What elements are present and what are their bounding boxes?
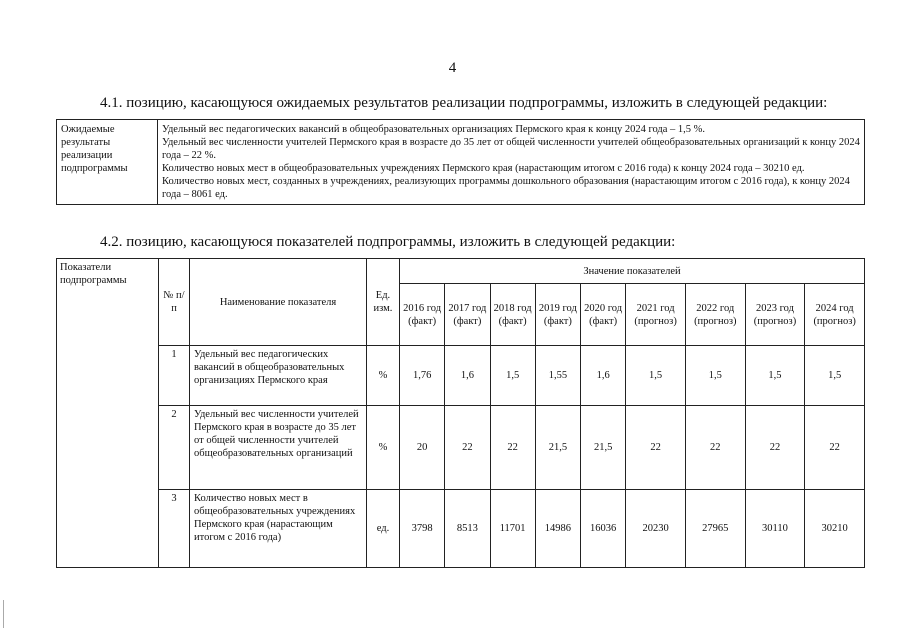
row-value: 22 (685, 406, 745, 490)
header-year: 2016 год (факт) (400, 284, 445, 346)
page-number: 4 (448, 60, 457, 76)
header-year: 2023 год (прогноз) (745, 284, 805, 346)
row-value: 30110 (745, 490, 805, 568)
row-value: 16036 (581, 490, 626, 568)
scan-margin-mark (3, 600, 4, 628)
section-4-1-heading: 4.1. позицию, касающуюся ожидаемых результатов реализации подпрограммы, изложить в следующей редакции: (100, 95, 828, 111)
header-year: 2018 год (факт) (490, 284, 535, 346)
header-year: 2019 год (факт) (535, 284, 580, 346)
row-value: 21,5 (581, 406, 626, 490)
row-value: 20230 (626, 490, 686, 568)
table-row (57, 490, 865, 568)
header-name: Наименование показателя (190, 259, 367, 346)
row-value: 27965 (685, 490, 745, 568)
row-value: 22 (805, 406, 865, 490)
result-line: Удельный вес педагогических вакансий в общеобразовательных организациях Пермского края к концу 2024 года – 1,5 %. (162, 124, 706, 135)
section-4-2-heading: 4.2. позицию, касающуюся показателей подпрограммы, изложить в следующей редакции: (100, 234, 676, 250)
expected-results-row (57, 120, 865, 205)
header-values-group: Значение показателей (400, 259, 865, 284)
row-value: 22 (490, 406, 535, 490)
row-value: 1,5 (626, 346, 686, 406)
row-value: 1,5 (745, 346, 805, 406)
indicators-label: Показатели подпрограммы (57, 259, 159, 568)
row-value: 1,5 (490, 346, 535, 406)
table-row (57, 406, 865, 490)
header-num: № п/п (159, 259, 190, 346)
result-line: Количество новых мест в общеобразовательных учреждениях Пермского края (нарастающим итогом с 2016 года) к концу 2024 года – 30210 ед. (162, 163, 805, 174)
row-unit: ед. (367, 490, 400, 568)
row-value: 22 (626, 406, 686, 490)
row-value: 22 (445, 406, 490, 490)
result-line: Удельный вес численности учителей Пермского края в возрасте до 35 лет от общей численности учителей общеобразовательных организаций к концу 2024 года – 22 %. (162, 137, 860, 161)
row-value: 1,55 (535, 346, 580, 406)
expected-results-table (56, 119, 865, 205)
expected-results-label: Ожидаемые результаты реализации подпрограммы (57, 120, 158, 205)
header-year: 2021 год (прогноз) (626, 284, 686, 346)
row-value: 21,5 (535, 406, 580, 490)
row-value: 8513 (445, 490, 490, 568)
indicators-group-header-row (57, 259, 865, 284)
indicators-table (56, 258, 865, 568)
row-value: 14986 (535, 490, 580, 568)
header-year: 2024 год (прогноз) (805, 284, 865, 346)
row-value: 1,76 (400, 346, 445, 406)
row-value: 1,6 (445, 346, 490, 406)
row-name: Удельный вес численности учителей Пермского края в возрасте до 35 лет от общей численности учителей общеобразовательных организаций (190, 406, 367, 490)
row-value: 11701 (490, 490, 535, 568)
row-num: 1 (159, 346, 190, 406)
row-unit: % (367, 346, 400, 406)
row-value: 1,6 (581, 346, 626, 406)
header-year: 2017 год (факт) (445, 284, 490, 346)
header-year: 2022 год (прогноз) (685, 284, 745, 346)
row-name: Количество новых мест в общеобразовательных учреждениях Пермского края (нарастающим итогом с 2016 года) (190, 490, 367, 568)
row-num: 3 (159, 490, 190, 568)
row-value: 3798 (400, 490, 445, 568)
table-row (57, 346, 865, 406)
row-value: 20 (400, 406, 445, 490)
result-line: Количество новых мест, созданных в учреждениях, реализующих программы дошкольного образования (нарастающим итогом с 2016 года), к концу 2024 года – 8061 ед. (162, 176, 850, 200)
expected-results-content (158, 120, 865, 205)
row-value: 1,5 (805, 346, 865, 406)
header-unit: Ед. изм. (367, 259, 400, 346)
row-value: 1,5 (685, 346, 745, 406)
header-year: 2020 год (факт) (581, 284, 626, 346)
row-name: Удельный вес педагогических вакансий в общеобразовательных организациях Пермского края (190, 346, 367, 406)
row-unit: % (367, 406, 400, 490)
row-value: 30210 (805, 490, 865, 568)
row-num: 2 (159, 406, 190, 490)
row-value: 22 (745, 406, 805, 490)
